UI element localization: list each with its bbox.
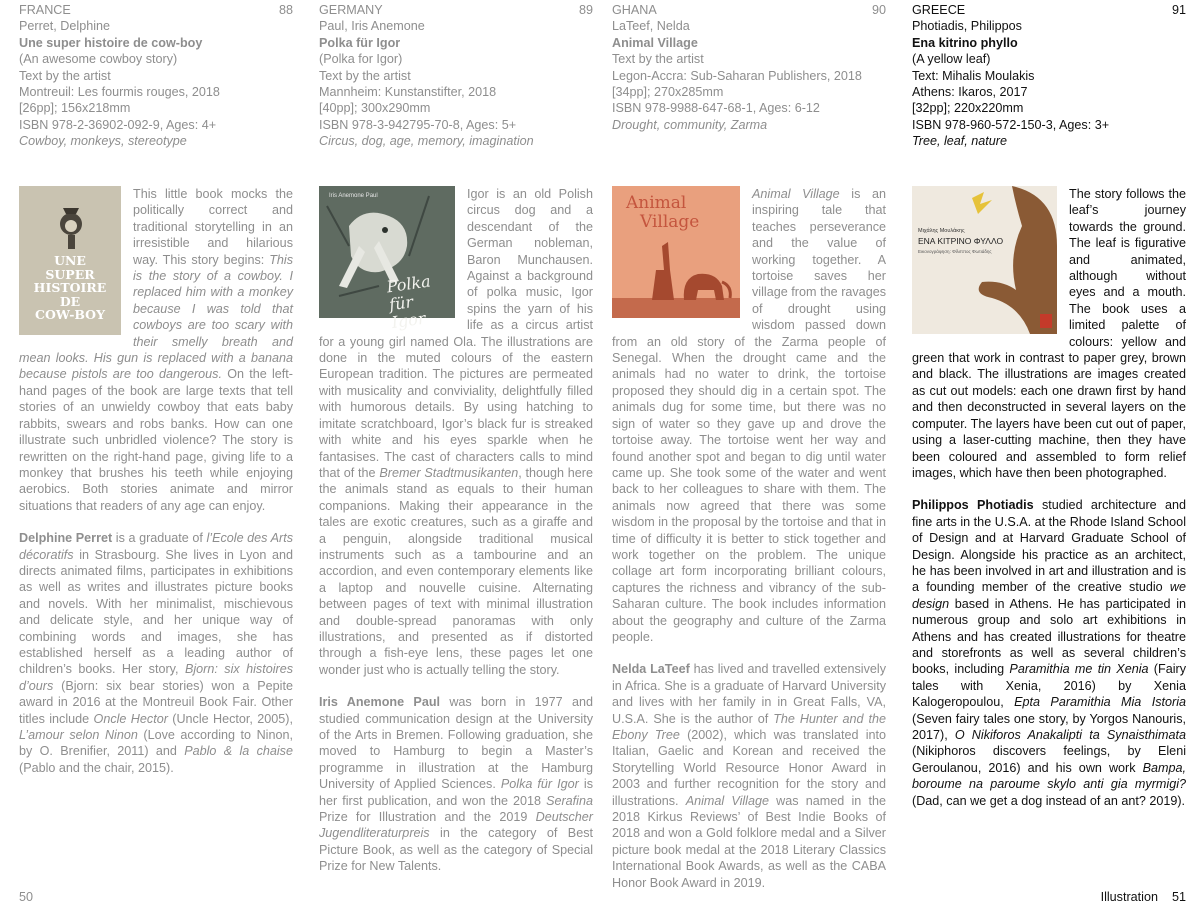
entry-number: 89 (578, 3, 593, 17)
format: [32pp]; 220x220mm (912, 101, 1024, 116)
cover-author: Iris Anemone Paul (329, 193, 378, 199)
keywords: Tree, leaf, nature (912, 134, 1007, 149)
entry-header (912, 2, 1186, 150)
publisher: Legon-Accra: Sub-Saharan Publishers, 2018 (612, 68, 862, 83)
entry-body (19, 186, 293, 776)
format: [26pp]; 156x218mm (19, 101, 131, 116)
entry-body (912, 186, 1186, 809)
entry-body (319, 186, 593, 875)
author-bio: Delphine Perret is a graduate of l’Ecole des Arts décoratifs in Strasbourg. She lives in Lyon and directs animated films, participates in exhibitions as well as writes and illustrates picture books and novels. With her minimalist, mischievous and delicate style, and her unique way of combining words and images, she has established herself as a leading author of children’s books. Her story, Bjorn: six histoires d’ours (Bjorn: six bear stories) won a Pepite award in 2016 at the Montreuil Book Fair. Other titles include Oncle Hector (Uncle Hector, 2005), L’amour selon Ninon (Love according to Ninon, by O. Brenifier, 2011) and Pablo & la chaise (Pablo and the chair, 2015). (19, 531, 294, 775)
entry-ghana (612, 2, 886, 891)
description: Animal Village is an inspiring tale that teaches perseverance and the value of working together. A tortoise saves her village from the ravages of drought using wisdom passed down from an old story of the Zarma people of Senegal. When the drought came and the animals had no water to drink, the tortoise proposed they should dig in a certain spot. The animals dug for some time, but there was no sign of water so they gave up and drove the tortoise away. The tortoise went her way and found another spot and began to dig until water came up. She took some of the water and went back to her colleagues to share with them. The animals now agreed that there was some wisdom in the proposal by the tortoise and that in time of difficulty it is better to stick together and work together on the problem. The unique collage art form incorporating brilliant colours, captures the richness and vibrancy of the sub-Saharan culture. The book includes information about the geography and culture of the Zarma people. (612, 187, 886, 644)
cover-author: Μιχάλης Μουλάκης (918, 228, 965, 234)
book-cover (912, 186, 1057, 334)
book-title: Animal Village (612, 35, 698, 50)
author: Paul, Iris Anemone (319, 19, 425, 34)
publisher: Montreuil: Les fourmis rouges, 2018 (19, 85, 220, 100)
keywords: Drought, community, Zarma (612, 117, 768, 132)
cover-illustrator: Εικονογράφηση: Φίλιππος Φωτιάδης (918, 249, 992, 254)
entry-number: 88 (278, 3, 293, 17)
keywords: Circus, dog, age, memory, imagination (319, 134, 534, 149)
cover-title: Polka für Igor (385, 271, 432, 333)
book-cover (319, 186, 455, 333)
author: LaTeef, Nelda (612, 19, 690, 34)
entry-header (319, 2, 593, 150)
country-label: FRANCE (19, 3, 71, 17)
description: This little book mocks the politically correct and traditional storytelling in an irresistible and hilarious way. This story begins: This is the story of a cowboy. I replaced him with a monkey because I was told that cowboys are too scary with their smelly breath and mean looks. His gun is replaced with a banana because pistols are too dangerous. On the left-hand pages of the book are large texts that tell stories of an unwieldy cowboy that eats baby rabbits, swears and robs banks. How can one illustrate such unbridled violence? The story is rewritten on the right-hand page, giving life to a monkey that brushes his teeth while enjoying aerobics. Both stories animate and mirror situations that readers of any age can enjoy. (19, 187, 293, 513)
entry-number: 91 (1171, 3, 1186, 17)
publisher: Mannheim: Kunstanstifter, 2018 (319, 85, 497, 100)
title-translation: (Polka for Igor) (319, 52, 403, 67)
author: Perret, Delphine (19, 19, 111, 34)
entry-body (612, 186, 886, 891)
tree-leaf-illustration (912, 186, 1057, 334)
title-translation: (A yellow leaf) (912, 52, 991, 67)
entry-number: 90 (871, 3, 886, 17)
country-label: GHANA (612, 3, 657, 17)
entry-header (612, 2, 886, 150)
section-label: Illustration (1100, 890, 1158, 904)
keywords: Cowboy, monkeys, stereotype (19, 134, 187, 149)
format: [34pp]; 270x285mm (612, 85, 724, 100)
author-bio: Nelda LaTeef has lived and travelled extensively in Africa. She is a graduate of Harvard University and lives with her family in in Great Falls, VA, U.S.A. She is the author of The Hunter and the Ebony Tree (2002), which was translated into Italian, Gaelic and Korean and received the Storytelling World Resource Honor Award in 2003 and further recognition for the story and illustrations. Animal Village was named in the 2018 Kirkus Reviews’ of Best Indie Books of 2018 and won a Gold folklore medal and a Silver picture book medal at the 2018 Literary Classics International Book Awards, as well as the CABA Honor Book Award in 2019. (612, 662, 886, 890)
credit: Text: Mihalis Moulakis (912, 68, 1035, 83)
author: Photiadis, Philippos (912, 19, 1022, 34)
entry-germany (319, 2, 593, 875)
entry-header (19, 2, 293, 150)
title-translation: (An awesome cowboy story) (19, 52, 178, 67)
book-cover (612, 186, 740, 318)
description: The story follows the leaf’s journey towards the ground. The leaf is figurative and animated, although without eyes and a mouth. The book uses a limited palette of colours: yellow and green that work in contrast to paper grey, brown and black. The illustrations are images created as cut out models: each one drawn first by hand and then deconstructed in several layers on the computer. The layers have been cut out of paper, using a laser-cutting machine, then they have been coloured and assembled to form relief images, which have then been photographed. (912, 187, 1186, 480)
book-cover (19, 186, 121, 335)
credit: Text by the artist (319, 68, 411, 83)
page-number-left: 50 (19, 890, 34, 904)
author-bio: Iris Anemone Paul was born in 1977 and studied communication design at the University of the Arts in Bremen. Following graduation, she moved to Hamburg to begin a Master’s programme in illustration at the Hamburg University of Applied Sciences. Polka für Igor is her first publication, and won the 2018 Serafina Prize for Illustration and the 2019 Deutscher Jugendliteraturpreis in the category of Best Picture Book, as well as the category of Special Prize for New Talents. (319, 695, 593, 874)
book-title: Une super histoire de cow-boy (19, 35, 203, 50)
cover-title: UNE SUPER HISTOIRE DE COW-BOY (33, 253, 107, 322)
cover-title: ΕΝΑ ΚΙΤΡΙΝΟ ΦΥΛΛΟ (918, 236, 1004, 246)
book-title: Ena kitrino phyllo (912, 35, 1018, 50)
author-bio: Philippos Photiadis studied architecture and fine arts in the U.S.A. at the Rhode Island School of Design and at Harvard Graduate School of Design. Alongside his practice as an architect, he has been involved in art and illustration and is a founding member of the creative studio we design based in Athens. He has participated in numerous group and solo art exhibitions in Athens and has created illustrations for theatre and storefronts as well as several children’s books, including Paramithia me tin Xenia (Fairy tales with Xenia, 2016) by Xenia Kalogeropoulou, Epta Paramithia Mia Istoria (Seven fairy tales one story, by Yorgos Nanouris, 2017), O Nikiforos Anakalipti ta Synaisthimata (Nikiphoros discovers feelings, by Eleni Geroulanou, 2016) and his own work Bampa, boroume na paroume skylo anti gia myrmigi? (Dad, can we get a dog instead of an ant? 2019). (912, 498, 1186, 808)
entry-greece (912, 2, 1186, 809)
credit: Text by the artist (19, 68, 111, 83)
isbn: ISBN 978-9988-647-68-1, Ages: 6-12 (612, 101, 820, 116)
publisher: Athens: Ikaros, 2017 (912, 85, 1028, 100)
country-label: GERMANY (319, 3, 383, 17)
book-title: Polka für Igor (319, 35, 401, 50)
isbn: ISBN 978-960-572-150-3, Ages: 3+ (912, 117, 1110, 132)
description: Igor is an old Polish circus dog and a descendant of the German nobleman, Baron Munchausen. Against a background of polka music, Igor spins the yarn of his life as a circus artist for a young girl named Ola. The illustrations are done in the muted colours of the eastern European tradition. The pictures are permeated with musicality and conviviality, delightfully filled with humorous details. By using hatching to imitate scratchboard, Igor’s black fur is streaked with white and his eyes sparkle when he fantasises. The cast of characters calls to mind that of the Bremer Stadtmusikanten, though here the animals stand as equals to their human companions. Making their appearance in the tales are exotic creatures, such as a giraffe and a penguin, alongside traditional musical instruments such as a tambourine and an accordion, and even contemporary elements like a laptop and nouvelle cuisine. Alternating between pages of text with minimal illustration and double-spread panoramas with only illustrations, and presented as if distorted through a fish-eye lens, these pages let one wonder just who is actually telling the story. (319, 187, 593, 677)
format: [40pp]; 300x290mm (319, 101, 431, 116)
isbn: ISBN 978-2-36902-092-9, Ages: 4+ (19, 117, 217, 132)
credit: Text by the artist (612, 52, 704, 67)
country-label: GREECE (912, 3, 966, 17)
giraffe-elephant-illustration (612, 186, 740, 318)
cover-title: Animal Village (626, 193, 700, 232)
entry-france (19, 2, 293, 776)
page-number-right: 51 (1171, 890, 1186, 904)
footer-right (1087, 889, 1186, 905)
isbn: ISBN 978-3-942795-70-8, Ages: 5+ (319, 117, 517, 132)
